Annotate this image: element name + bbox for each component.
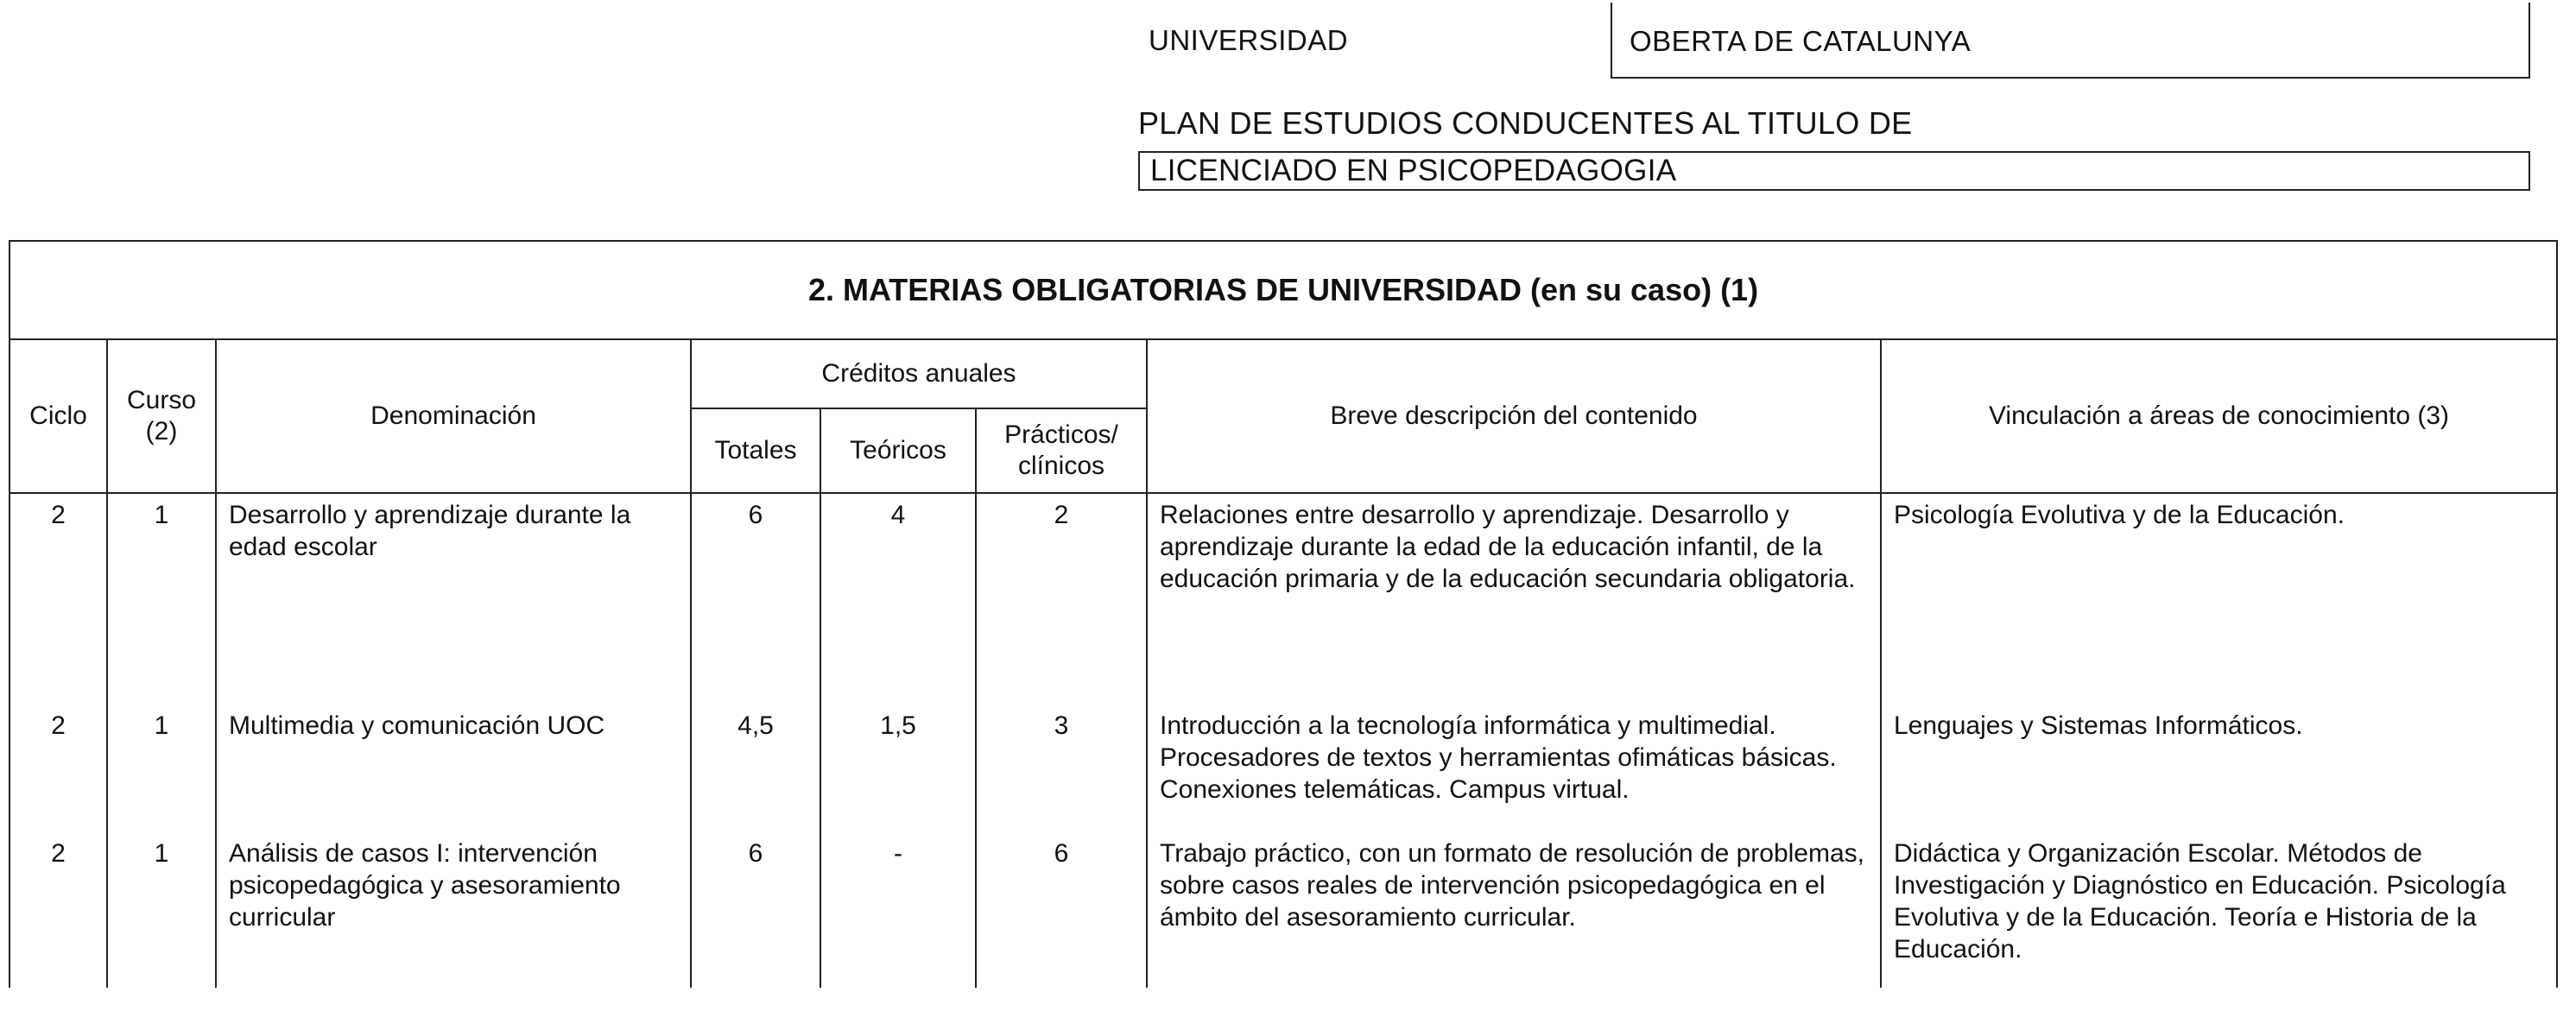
header-curso bbox=[107, 339, 216, 493]
cell-descripcion: Trabajo práctico, con un formato de resolución de problemas, sobre casos reales de intervención psicopedagógica en el ámbito del asesoramiento curricular. bbox=[1147, 832, 1881, 988]
header-denominacion: Denominación bbox=[216, 339, 691, 493]
cell-vinculacion: Psicología Evolutiva y de la Educación. bbox=[1881, 493, 2557, 687]
degree-name: LICENCIADO EN PSICOPEDAGOGIA bbox=[1150, 154, 1677, 187]
cell-teoricos: 1,5 bbox=[820, 687, 976, 832]
cell-denominacion: Análisis de casos I: intervención psicopedagógica y asesoramiento curricular bbox=[216, 832, 691, 988]
cell-vinculacion: Lenguajes y Sistemas Informáticos. bbox=[1881, 687, 2557, 832]
header-practicos bbox=[976, 408, 1147, 493]
university-name: OBERTA DE CATALUNYA bbox=[1630, 25, 1972, 57]
university-label: UNIVERSIDAD bbox=[1149, 24, 1349, 56]
cell-curso: 1 bbox=[107, 832, 216, 988]
cell-totales: 6 bbox=[691, 493, 820, 687]
plan-label: PLAN DE ESTUDIOS CONDUCENTES AL TITULO DE bbox=[1138, 105, 1913, 141]
cell-ciclo: 2 bbox=[9, 493, 107, 687]
header-practicos-text: Prácticos/ clínicos bbox=[1004, 420, 1118, 480]
header-totales: Totales bbox=[691, 408, 820, 493]
table-row bbox=[9, 687, 2557, 832]
cell-denominacion: Multimedia y comunicación UOC bbox=[216, 687, 691, 832]
cell-practicos: 2 bbox=[976, 493, 1147, 687]
cell-vinculacion: Didáctica y Organización Escolar. Métodos de Investigación y Diagnóstico en Educación. Psicología Evolutiva y de la Educación. Teoría e Historia de la Educación. bbox=[1881, 832, 2557, 988]
header-teoricos: Teóricos bbox=[820, 408, 976, 493]
subjects-table bbox=[9, 240, 2558, 988]
cell-ciclo: 2 bbox=[9, 687, 107, 832]
university-name-box bbox=[1611, 3, 2530, 79]
cell-practicos: 6 bbox=[976, 832, 1147, 988]
table-row bbox=[9, 832, 2557, 988]
header-vinculacion: Vinculación a áreas de conocimiento (3) bbox=[1881, 339, 2557, 493]
cell-curso: 1 bbox=[107, 687, 216, 832]
cell-curso: 1 bbox=[107, 493, 216, 687]
header-ciclo: Ciclo bbox=[9, 339, 107, 493]
cell-practicos: 3 bbox=[976, 687, 1147, 832]
header-descripcion: Breve descripción del contenido bbox=[1147, 339, 1881, 493]
header-creditos: Créditos anuales bbox=[691, 339, 1147, 408]
cell-ciclo: 2 bbox=[9, 832, 107, 988]
cell-teoricos: 4 bbox=[820, 493, 976, 687]
table-title: 2. MATERIAS OBLIGATORIAS DE UNIVERSIDAD (en su caso) (1) bbox=[9, 241, 2557, 339]
cell-teoricos: - bbox=[820, 832, 976, 988]
cell-totales: 6 bbox=[691, 832, 820, 988]
degree-box bbox=[1138, 151, 2530, 191]
cell-totales: 4,5 bbox=[691, 687, 820, 832]
cell-denominacion: Desarrollo y aprendizaje durante la edad escolar bbox=[216, 493, 691, 687]
cell-descripcion: Introducción a la tecnología informática y multimedial. Procesadores de textos y herramientas ofimáticas básicas. Conexiones telemáticas. Campus virtual. bbox=[1147, 687, 1881, 832]
table-row bbox=[9, 493, 2557, 687]
header-curso-text: Curso (2) bbox=[127, 386, 197, 445]
cell-descripcion: Relaciones entre desarrollo y aprendizaje. Desarrollo y aprendizaje durante la edad de la educación infantil, de la educación primaria y de la educación secundaria obligatoria. bbox=[1147, 493, 1881, 687]
